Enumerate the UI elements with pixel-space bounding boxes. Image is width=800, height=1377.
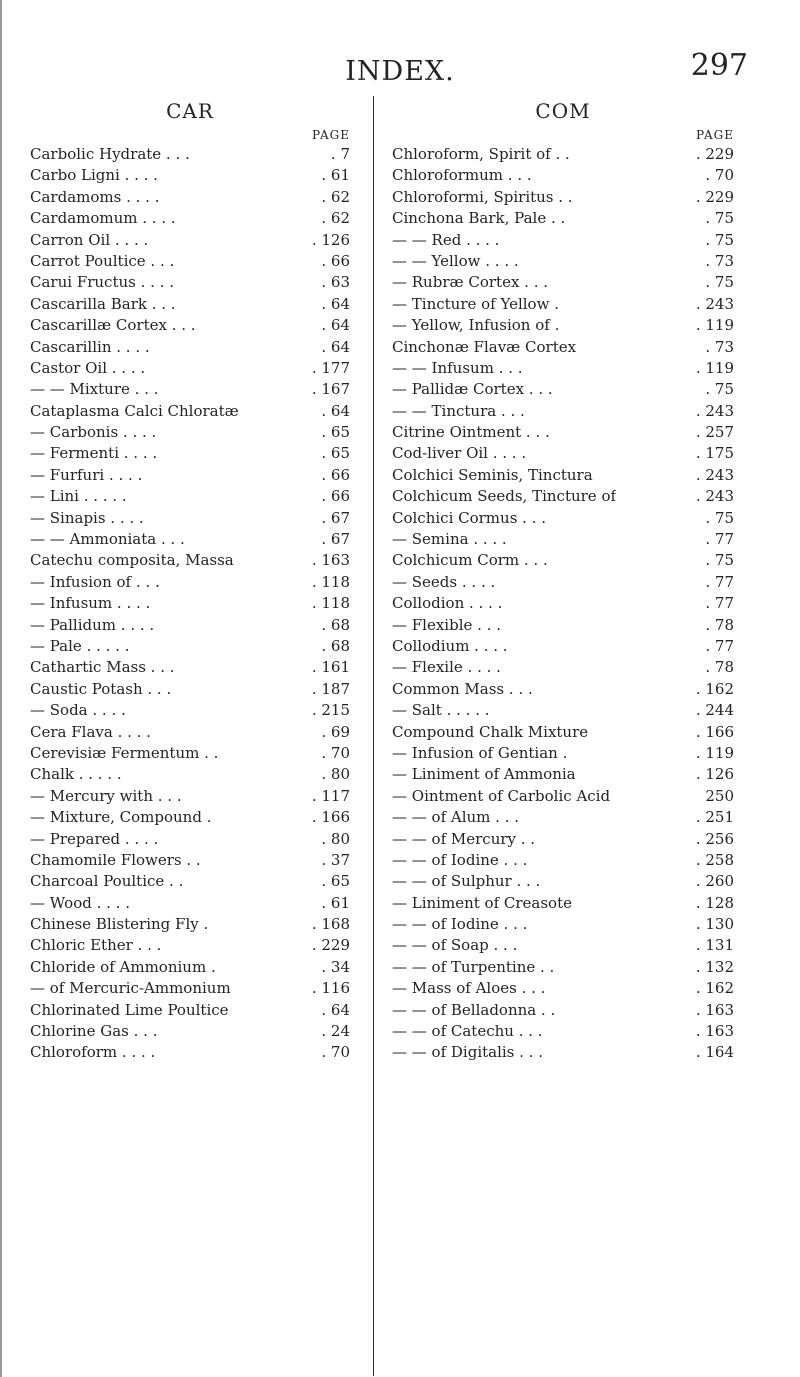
entry-page-number: . 77 (705, 636, 734, 655)
entry-text: — — Red . . . . (392, 230, 500, 249)
index-entry (30, 935, 350, 956)
left-entry-list (30, 144, 350, 1064)
entry-page-number: . 119 (695, 358, 734, 377)
entry-text: — Seeds . . . . (392, 572, 496, 591)
column-divider (373, 96, 374, 1376)
entry-text: — Liniment of Creasote (392, 893, 572, 912)
index-entry (30, 230, 350, 251)
entry-page-number: . 64 (321, 1000, 350, 1019)
entry-text: — Furfuri . . . . (30, 465, 143, 484)
entry-page-number: . 161 (311, 658, 350, 677)
index-entry (30, 208, 350, 229)
entry-page-number: . 62 (321, 187, 350, 206)
entry-text: Cathartic Mass . . . (30, 658, 175, 677)
entry-page-number: . 24 (321, 1022, 350, 1041)
index-entry (392, 700, 734, 721)
entry-text: Cera Flava . . . . (30, 722, 151, 741)
entry-page-number: . 243 (695, 294, 734, 313)
entry-text: — Infusion of Gentian . (392, 743, 568, 762)
entry-text: — Mass of Aloes . . . (392, 979, 546, 998)
index-entry (392, 230, 734, 251)
entry-page-number: . 75 (705, 508, 734, 527)
index-entry (392, 401, 734, 422)
entry-page-number: . 65 (321, 423, 350, 442)
entry-text: Chloroform, Spirit of . . (392, 145, 570, 163)
entry-text: Carrot Poultice . . . (30, 251, 175, 270)
index-entry (30, 508, 350, 529)
entry-page-number: . 67 (321, 508, 350, 527)
entry-text: — Flexible . . . (392, 615, 501, 634)
entry-text: — Pallidæ Cortex . . . (392, 380, 553, 399)
entry-text: Caustic Potash . . . (30, 679, 172, 698)
index-entry (30, 465, 350, 486)
index-entry (392, 807, 734, 828)
entry-text: — — of Sulphur . . . (392, 872, 541, 891)
entry-text: Chinese Blistering Fly . (30, 915, 209, 934)
index-entry (30, 251, 350, 272)
index-entry (392, 465, 734, 486)
entry-page-number: . 166 (311, 808, 350, 827)
index-entry (392, 358, 734, 379)
index-entry (30, 850, 350, 871)
entry-page-number: . 70 (321, 743, 350, 762)
entry-page-number: . 118 (311, 572, 350, 591)
entry-text: — Tincture of Yellow . (392, 294, 559, 313)
entry-page-number: . 229 (311, 936, 350, 955)
index-entry (392, 935, 734, 956)
entry-text: — Yellow, Infusion of . (392, 316, 560, 335)
index-entry (392, 508, 734, 529)
entry-page-number: . 119 (695, 743, 734, 762)
entry-text: Chlorine Gas . . . (30, 1022, 158, 1041)
index-entry (392, 272, 734, 293)
entry-page-number: . 63 (321, 273, 350, 292)
entry-text: — Semina . . . . (392, 530, 507, 549)
index-entry (392, 337, 734, 358)
entry-text: — — of Mercury . . (392, 829, 536, 848)
index-entry (392, 722, 734, 743)
entry-page-number: . 61 (321, 166, 350, 185)
entry-text: Carron Oil . . . . (30, 230, 149, 249)
index-entry (30, 957, 350, 978)
entry-text: — Infusion of . . . (30, 572, 160, 591)
entry-text: Colchicum Corm . . . (392, 551, 548, 570)
entry-page-number: . 61 (321, 893, 350, 912)
entry-text: Cod-liver Oil . . . . (392, 444, 527, 463)
right-entry-list (392, 144, 734, 1064)
entry-text: Compound Chalk Mixture (392, 722, 589, 741)
entry-page-number: . 34 (321, 957, 350, 976)
index-entry (392, 657, 734, 678)
index-entry (30, 187, 350, 208)
entry-page-number: . 215 (311, 701, 350, 720)
index-entry (30, 315, 350, 336)
left-page-label: PAGE (312, 128, 350, 142)
entry-text: — Pale . . . . . (30, 636, 130, 655)
left-column-heading: CAR (166, 99, 214, 123)
right-column (392, 96, 734, 1064)
index-entry (30, 486, 350, 507)
index-entry (392, 379, 734, 400)
index-entry (392, 144, 734, 165)
entry-page-number: . 260 (695, 872, 734, 891)
entry-page-number: . 167 (311, 380, 350, 399)
entry-page-number: . 64 (321, 337, 350, 356)
entry-page-number: . 126 (695, 765, 734, 784)
index-entry (30, 443, 350, 464)
entry-text: Carbolic Hydrate . . . (30, 145, 190, 163)
index-entry (392, 679, 734, 700)
index-entry (392, 914, 734, 935)
right-column-heading: COM (535, 99, 591, 123)
entry-text: Cascarilla Bark . . . (30, 294, 176, 313)
entry-text: Colchici Seminis, Tinctura (392, 465, 593, 484)
index-entry (30, 722, 350, 743)
index-entry (30, 379, 350, 400)
entry-page-number: . 37 (321, 850, 350, 869)
index-entry (30, 807, 350, 828)
entry-page-number: . 257 (695, 423, 734, 442)
entry-text: — Sinapis . . . . (30, 508, 144, 527)
entry-text: — Rubræ Cortex . . . (392, 273, 549, 292)
entry-page-number: . 256 (695, 829, 734, 848)
entry-page-number: . 117 (311, 786, 350, 805)
entry-page-number: . 164 (695, 1043, 734, 1062)
index-entry (392, 871, 734, 892)
entry-text: — — of Belladonna . . (392, 1000, 556, 1019)
entry-page-number: . 244 (695, 701, 734, 720)
entry-text: Collodion . . . . (392, 594, 503, 613)
index-entry (30, 615, 350, 636)
entry-text: Chloroformum . . . (392, 166, 532, 185)
entry-page-number: . 116 (311, 979, 350, 998)
index-entry (30, 593, 350, 614)
index-entry (30, 829, 350, 850)
index-entry (392, 1042, 734, 1063)
entry-page-number: . 166 (695, 722, 734, 741)
entry-text: — Liniment of Ammonia (392, 765, 576, 784)
entry-page-number: . 162 (695, 979, 734, 998)
index-entry (30, 422, 350, 443)
entry-page-number: . 177 (311, 358, 350, 377)
entry-text: — — of Alum . . . (392, 808, 520, 827)
entry-text: — Pallidum . . . . (30, 615, 155, 634)
entry-page-number: . 229 (695, 187, 734, 206)
entry-text: Cinchona Bark, Pale . . (392, 209, 566, 228)
index-entry (392, 978, 734, 999)
entry-text: Citrine Ointment . . . (392, 423, 550, 442)
entry-text: — — of Digitalis . . . (392, 1043, 543, 1062)
entry-text: Cardamomum . . . . (30, 209, 176, 228)
entry-page-number: . 131 (695, 936, 734, 955)
entry-page-number: . 73 (705, 337, 734, 356)
index-entry (392, 615, 734, 636)
index-entry (30, 700, 350, 721)
entry-text: Colchici Cormus . . . (392, 508, 546, 527)
entry-page-number: . 70 (705, 166, 734, 185)
entry-page-number: . 75 (705, 551, 734, 570)
index-entry (392, 486, 734, 507)
entry-page-number: . 132 (695, 957, 734, 976)
index-entry (30, 144, 350, 165)
index-entry (30, 1042, 350, 1063)
entry-page-number: . 62 (321, 209, 350, 228)
index-entry (392, 1021, 734, 1042)
entry-page-number: . 187 (311, 679, 350, 698)
entry-page-number: . 77 (705, 530, 734, 549)
index-entry (30, 401, 350, 422)
entry-page-number: . 78 (705, 658, 734, 677)
entry-text: Cinchonæ Flavæ Cortex (392, 337, 577, 356)
entry-page-number: . 163 (695, 1000, 734, 1019)
index-entry (392, 251, 734, 272)
entry-text: Chloride of Ammonium . (30, 957, 216, 976)
index-entry (392, 572, 734, 593)
entry-page-number: . 243 (695, 487, 734, 506)
entry-text: — — Mixture . . . (30, 380, 159, 399)
entry-page-number: . 64 (321, 316, 350, 335)
entry-page-number: . 243 (695, 401, 734, 420)
index-entry (30, 358, 350, 379)
index-entry (392, 422, 734, 443)
index-entry (30, 337, 350, 358)
entry-page-number: . 66 (321, 251, 350, 270)
entry-text: — Flexile . . . . (392, 658, 501, 677)
index-entry (30, 1021, 350, 1042)
entry-text: — Infusum . . . . (30, 594, 151, 613)
index-entry (392, 187, 734, 208)
index-entry (30, 294, 350, 315)
entry-text: Chloroform . . . . (30, 1043, 156, 1062)
entry-text: — — Infusum . . . (392, 358, 523, 377)
entry-text: Chamomile Flowers . . (30, 850, 201, 869)
entry-page-number: . 243 (695, 465, 734, 484)
entry-text: — Mercury with . . . (30, 786, 182, 805)
entry-text: — — Ammoniata . . . (30, 530, 185, 549)
entry-text: — Salt . . . . . (392, 701, 490, 720)
index-entry (392, 529, 734, 550)
index-entry (392, 443, 734, 464)
entry-text: — Ointment of Carbolic Acid (392, 786, 611, 805)
entry-text: Cardamoms . . . . (30, 187, 160, 206)
entry-text: — — of Turpentine . . (392, 957, 555, 976)
entry-page-number: . 73 (705, 251, 734, 270)
entry-page-number: . 75 (705, 380, 734, 399)
index-entry (392, 957, 734, 978)
index-entry (392, 165, 734, 186)
entry-text: Colchicum Seeds, Tincture of (392, 487, 617, 506)
entry-page-number: . 77 (705, 572, 734, 591)
entry-page-number: . 163 (311, 551, 350, 570)
entry-page-number: . 75 (705, 273, 734, 292)
entry-page-number: . 68 (321, 615, 350, 634)
index-entry (392, 786, 734, 807)
entry-text: Catechu composita, Massa (30, 551, 234, 570)
index-entry (392, 850, 734, 871)
entry-text: Chalk . . . . . (30, 765, 122, 784)
right-page-label: PAGE (696, 128, 734, 142)
entry-text: — Lini . . . . . (30, 487, 127, 506)
entry-text: — Soda . . . . (30, 701, 126, 720)
entry-text: Cerevisiæ Fermentum . . (30, 743, 219, 762)
entry-page-number: . 69 (321, 722, 350, 741)
entry-page-number: . 77 (705, 594, 734, 613)
index-entry (392, 315, 734, 336)
entry-text: — — Tinctura . . . (392, 401, 525, 420)
entry-text: Cascarillæ Cortex . . . (30, 316, 196, 335)
entry-page-number: . 119 (695, 316, 734, 335)
entry-text: — Prepared . . . . (30, 829, 159, 848)
index-entry (392, 550, 734, 571)
entry-page-number: . 130 (695, 915, 734, 934)
entry-text: — — of Catechu . . . (392, 1022, 543, 1041)
entry-text: Cascarillin . . . . (30, 337, 150, 356)
entry-page-number: . 118 (311, 594, 350, 613)
index-entry (30, 636, 350, 657)
index-entry (392, 1000, 734, 1021)
index-entry (392, 764, 734, 785)
entry-text: — — of Iodine . . . (392, 915, 528, 934)
index-entry (392, 743, 734, 764)
entry-page-number: . 67 (321, 530, 350, 549)
index-entry (30, 165, 350, 186)
page-edge (0, 0, 2, 1377)
index-entry (30, 550, 350, 571)
index-entry (30, 679, 350, 700)
page-title: INDEX. (345, 56, 455, 87)
index-entry (30, 893, 350, 914)
entry-page-number: . 7 (330, 145, 350, 163)
index-entry (30, 764, 350, 785)
entry-page-number: . 65 (321, 872, 350, 891)
entry-text: Carbo Ligni . . . . (30, 166, 158, 185)
index-entry (30, 914, 350, 935)
entry-page-number: . 66 (321, 465, 350, 484)
entry-text: — Wood . . . . (30, 893, 130, 912)
entry-text: — Fermenti . . . . (30, 444, 158, 463)
entry-text: Cataplasma Calci Chloratæ (30, 401, 239, 420)
entry-text: Charcoal Poultice . . (30, 872, 184, 891)
entry-text: Chlorinated Lime Poultice (30, 1000, 229, 1019)
entry-page-number: . 75 (705, 209, 734, 228)
page-number: 297 (690, 48, 748, 83)
entry-page-number: . 229 (695, 145, 734, 163)
entry-page-number: . 162 (695, 679, 734, 698)
entry-page-number: . 168 (311, 915, 350, 934)
index-entry (30, 871, 350, 892)
entry-page-number: . 64 (321, 294, 350, 313)
entry-page-number: . 258 (695, 850, 734, 869)
entry-page-number: . 78 (705, 615, 734, 634)
index-entry (30, 529, 350, 550)
entry-text: — — Yellow . . . . (392, 251, 519, 270)
entry-page-number: . 80 (321, 765, 350, 784)
entry-page-number: . 68 (321, 636, 350, 655)
entry-page-number: . 251 (695, 808, 734, 827)
entry-text: Chloroformi, Spiritus . . (392, 187, 573, 206)
entry-page-number: . 75 (705, 230, 734, 249)
index-entry (30, 743, 350, 764)
entry-page-number: . 128 (695, 893, 734, 912)
index-entry (30, 1000, 350, 1021)
entry-text: Castor Oil . . . . (30, 358, 146, 377)
entry-text: — Carbonis . . . . (30, 423, 157, 442)
entry-text: — of Mercuric-Ammonium (30, 979, 231, 998)
entry-text: Chloric Ether . . . (30, 936, 162, 955)
entry-page-number: . 163 (695, 1022, 734, 1041)
entry-page-number: . 70 (321, 1043, 350, 1062)
entry-text: — — of Iodine . . . (392, 850, 528, 869)
index-entry (392, 593, 734, 614)
index-entry (392, 294, 734, 315)
index-entry (30, 272, 350, 293)
index-entry (392, 636, 734, 657)
entry-text: Carui Fructus . . . . (30, 273, 174, 292)
entry-page-number: . 80 (321, 829, 350, 848)
index-entry (30, 572, 350, 593)
entry-page-number: . 64 (321, 401, 350, 420)
index-entry (30, 657, 350, 678)
entry-text: — — of Soap . . . (392, 936, 518, 955)
entry-page-number: . 65 (321, 444, 350, 463)
entry-text: Collodium . . . . (392, 636, 508, 655)
index-entry (30, 978, 350, 999)
left-column (30, 96, 350, 1064)
entry-page-number: . 66 (321, 487, 350, 506)
entry-text: Common Mass . . . (392, 679, 533, 698)
entry-page-number: . 175 (695, 444, 734, 463)
index-entry (30, 786, 350, 807)
index-entry (392, 829, 734, 850)
entry-page-number: . 126 (311, 230, 350, 249)
entry-text: — Mixture, Compound . (30, 808, 212, 827)
entry-page-number: 250 (705, 786, 734, 805)
index-entry (392, 208, 734, 229)
index-entry (392, 893, 734, 914)
